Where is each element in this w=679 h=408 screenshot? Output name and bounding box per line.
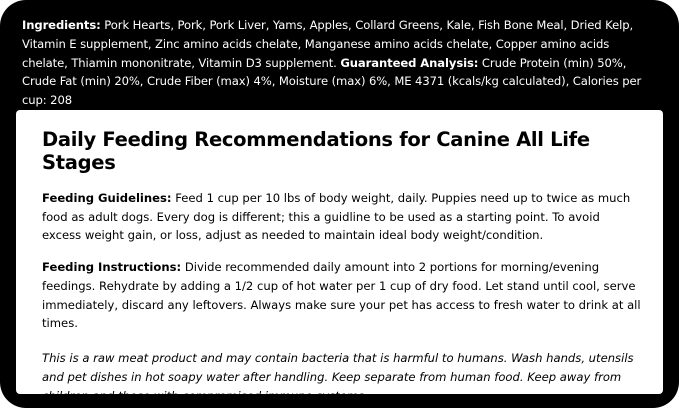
- feeding-guidelines-paragraph: [42, 189, 641, 245]
- feeding-instructions-paragraph: [42, 258, 641, 333]
- ingredients-heading: Ingredients:: [22, 18, 101, 32]
- guaranteed-analysis-text: Crude Protein (min) 50%, Crude Fat (min) 20%, Crude Fiber (max) 4%, Moisture (max) 6%, ME 4371 (kcals/kg calculated), Calories per cup: 208: [22, 55, 642, 108]
- ingredients-text: Pork Hearts, Pork, Pork Liver, Yams, Apples, Collard Greens, Kale, Fish Bone Meal, Dried Kelp, Vitamin E supplement, Zinc amino acids chelate, Manganese amino acids chelate, Copper amino acids chelate, Thiamin mononitrate, Vitamin D3 supplement.: [22, 18, 634, 70]
- feeding-guidelines-text: Feed 1 cup per 10 lbs of body weight, daily. Puppies need up to twice as much food as adult dogs. Every dog is different; this a guidline to be used as a starting point. To avoid excess weight gain, or loss, adjust as needed to maintain ideal body weight/condition.: [42, 190, 631, 243]
- feeding-guidelines-label: Feeding Guidelines:: [42, 190, 172, 205]
- feeding-recommendations-card: [16, 110, 663, 403]
- feeding-title: Daily Feeding Recommendations for Canine All Life Stages: [42, 128, 590, 175]
- raw-meat-warning-paragraph: This is a raw meat product and may contain bacteria that is harmful to humans. Wash hands, utensils and pet dishes in hot soapy water after handling. Keep separate from human food. Keep away from children and those with compromised immune systems.: [42, 351, 634, 403]
- feeding-instructions-text: Divide recommended daily amount into 2 portions for morning/evening feedings. Rehydrate by adding a 1/2 cup of hot water per 1 cup of dry food. Let stand until cool, serve immediately, discard any leftovers. Always make sure your pet has access to fresh water to drink at all times.: [42, 260, 641, 331]
- feeding-instructions-label: Feeding Instructions:: [42, 260, 182, 275]
- guaranteed-analysis-heading: Guaranteed Analysis:: [340, 55, 479, 70]
- ingredients-and-analysis-block: [16, 14, 663, 110]
